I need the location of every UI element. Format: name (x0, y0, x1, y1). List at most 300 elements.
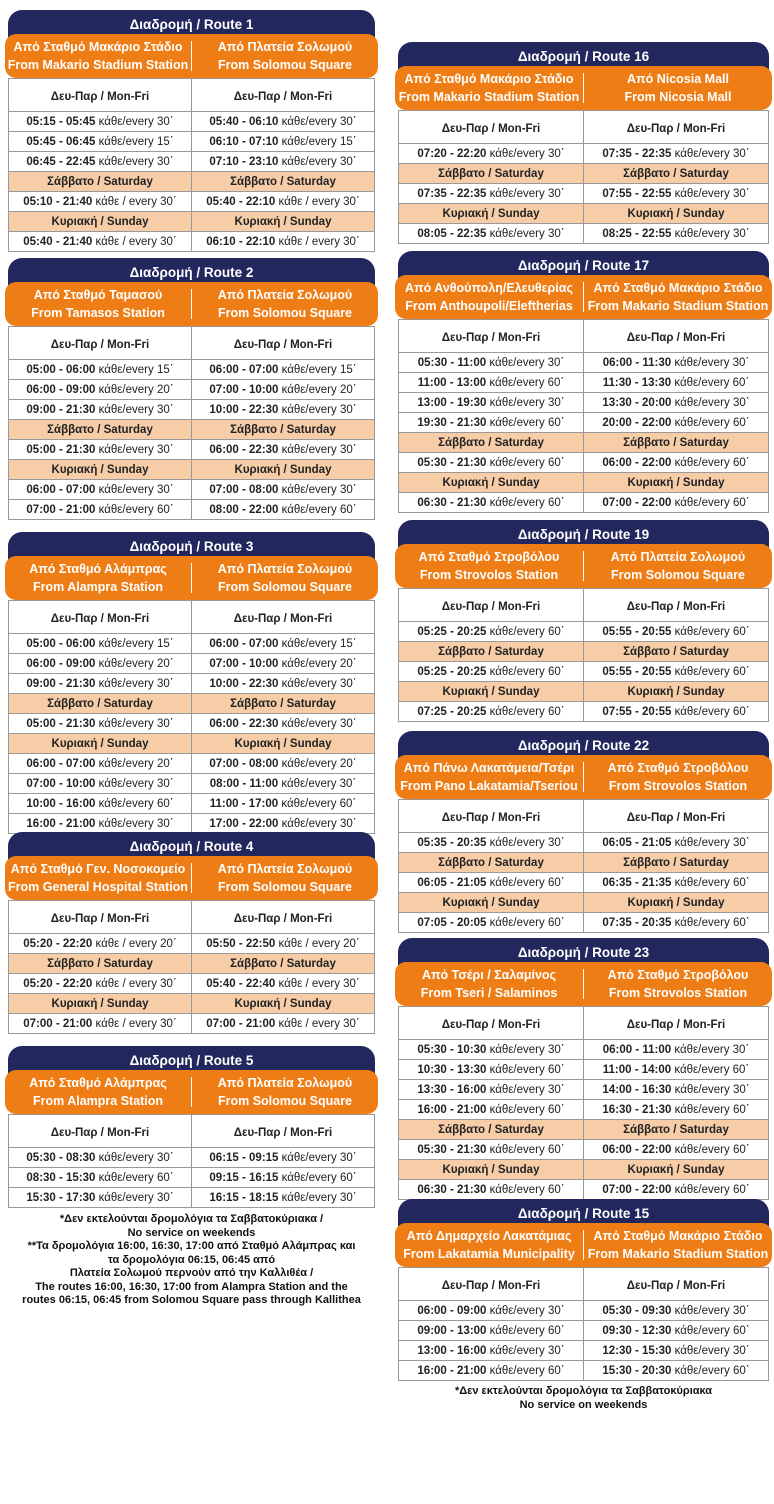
origin-english: From Makario Stadium Station (398, 90, 580, 104)
origin-greek: Από Πάνω Λακατάμεια/Τσέρι (403, 761, 575, 775)
direction-header (395, 755, 772, 799)
schedule-cell (399, 833, 584, 853)
time-range: 05:00 - 06:00 (26, 363, 96, 376)
time-range: 09:00 - 21:30 (26, 403, 96, 416)
frequency: κάθε / every 30΄ (95, 195, 177, 208)
frequency: κάθε/every 30΄ (489, 187, 565, 200)
origin-a-label (5, 1074, 191, 1110)
schedule-cell (399, 1361, 584, 1381)
frequency: κάθε/every 15΄ (98, 637, 174, 650)
day-header-row (9, 212, 375, 232)
time-range: 07:35 - 22:35 (417, 187, 487, 200)
time-range: 05:40 - 21:40 (23, 235, 93, 248)
schedule-cell (584, 393, 769, 413)
schedule-cell (399, 453, 584, 473)
route-title: Διαδρομή / Route 15 (398, 1199, 769, 1227)
frequency: κάθε/every 30΄ (98, 155, 174, 168)
day-label: Δευ-Παρ / Mon-Fri (9, 901, 192, 934)
day-label: Κυριακή / Sunday (584, 1160, 769, 1180)
origin-b-label (192, 1074, 378, 1110)
day-label: Κυριακή / Sunday (9, 734, 192, 754)
frequency: κάθε/every 30΄ (489, 1304, 565, 1317)
route-card (8, 1046, 375, 1208)
frequency: κάθε / every 20΄ (95, 937, 177, 950)
route-title: Διαδρομή / Route 17 (398, 251, 769, 279)
schedule-cell (192, 500, 375, 520)
day-label: Κυριακή / Sunday (9, 994, 192, 1014)
schedule-cell (584, 913, 769, 933)
schedule-cell (399, 1301, 584, 1321)
time-range: 05:00 - 21:30 (26, 717, 96, 730)
schedule-cell (9, 654, 192, 674)
day-label: Κυριακή / Sunday (9, 212, 192, 232)
direction-header (395, 544, 772, 588)
direction-header (5, 34, 378, 78)
time-row (399, 1341, 769, 1361)
schedule-cell (399, 144, 584, 164)
time-row (9, 974, 375, 994)
origin-a-label (5, 286, 191, 322)
schedule-cell (399, 702, 584, 722)
schedule-cell (584, 1361, 769, 1381)
origin-english: From Tseri / Salaminos (420, 986, 558, 1000)
frequency: κάθε/every 60΄ (489, 665, 565, 678)
direction-header (5, 856, 378, 900)
time-range: 10:00 - 16:00 (26, 797, 96, 810)
origin-b-label (192, 286, 378, 322)
time-range: 11:00 - 17:00 (209, 797, 279, 810)
origin-english: From Strovolos Station (419, 568, 559, 582)
frequency: κάθε/every 30΄ (281, 115, 357, 128)
frequency: κάθε/every 15΄ (281, 637, 357, 650)
time-range: 06:00 - 22:30 (209, 717, 279, 730)
origin-english: From Solomou Square (217, 880, 353, 894)
time-range: 07:20 - 22:20 (417, 147, 487, 160)
day-label: Κυριακή / Sunday (192, 994, 375, 1014)
schedule-cell (584, 184, 769, 204)
time-range: 06:15 - 09:15 (209, 1151, 279, 1164)
time-row (399, 1060, 769, 1080)
origin-greek: Από Σταθμό Μακάριο Στάδιο (593, 1229, 763, 1243)
schedule-table (8, 900, 375, 1034)
time-row (399, 662, 769, 682)
schedule-cell (9, 1014, 192, 1034)
day-label: Σάββατο / Saturday (399, 642, 584, 662)
day-label: Κυριακή / Sunday (399, 682, 584, 702)
route-card (398, 1199, 769, 1381)
schedule-cell (584, 702, 769, 722)
time-range: 07:00 - 22:00 (602, 1183, 672, 1196)
frequency: κάθε/every 30΄ (489, 836, 565, 849)
day-header-row (399, 1160, 769, 1180)
frequency: κάθε/every 30΄ (98, 1191, 174, 1204)
frequency: κάθε/every 30΄ (98, 483, 174, 496)
origin-english: From Strovolos Station (608, 986, 748, 1000)
day-label: Σάββατο / Saturday (399, 433, 584, 453)
time-row (9, 400, 375, 420)
origin-a-label (5, 560, 191, 596)
schedule-cell (192, 360, 375, 380)
time-range: 06:00 - 22:00 (602, 1143, 672, 1156)
time-range: 06:00 - 07:00 (26, 757, 96, 770)
frequency: κάθε/every 30΄ (674, 227, 750, 240)
frequency: κάθε/every 60΄ (489, 496, 565, 509)
frequency: κάθε/every 30΄ (281, 777, 357, 790)
time-range: 16:15 - 18:15 (209, 1191, 279, 1204)
origin-english: From Solomou Square (217, 580, 353, 594)
schedule-cell (9, 1148, 192, 1168)
schedule-cell (192, 714, 375, 734)
time-row (399, 1301, 769, 1321)
origin-a-label (5, 38, 191, 74)
origin-a-label (395, 70, 583, 106)
time-range: 05:30 - 08:30 (26, 1151, 96, 1164)
route-card (398, 42, 769, 244)
origin-greek: Από Σταθμό Στροβόλου (607, 968, 749, 982)
day-label: Σάββατο / Saturday (192, 694, 375, 714)
day-label: Κυριακή / Sunday (9, 460, 192, 480)
day-label: Κυριακή / Sunday (192, 460, 375, 480)
day-header-row (399, 111, 769, 144)
frequency: κάθε/every 30΄ (281, 1151, 357, 1164)
frequency: κάθε/every 20΄ (281, 383, 357, 396)
day-header-row (399, 800, 769, 833)
schedule-cell (9, 192, 192, 212)
schedule-cell (9, 774, 192, 794)
frequency: κάθε/every 30΄ (98, 677, 174, 690)
origin-b-label (584, 759, 772, 795)
time-range: 13:00 - 19:30 (417, 396, 487, 409)
time-row (9, 360, 375, 380)
day-label: Κυριακή / Sunday (399, 1160, 584, 1180)
schedule-cell (9, 634, 192, 654)
time-row (399, 1100, 769, 1120)
direction-header (395, 275, 772, 319)
frequency: κάθε/every 60΄ (674, 1364, 750, 1377)
time-range: 06:10 - 22:10 (206, 235, 276, 248)
schedule-cell (399, 622, 584, 642)
schedule-cell (584, 224, 769, 244)
frequency: κάθε/every 15΄ (281, 135, 357, 148)
route-card (8, 10, 375, 252)
origin-b-label (584, 279, 772, 315)
origin-english: From Makario Stadium Station (587, 299, 769, 313)
frequency: κάθε/every 30΄ (98, 115, 174, 128)
schedule-cell (9, 714, 192, 734)
frequency: κάθε/every 60΄ (674, 916, 750, 929)
day-header-row (9, 460, 375, 480)
origin-english: From Solomou Square (217, 306, 353, 320)
schedule-cell (584, 662, 769, 682)
day-header-row (9, 901, 375, 934)
schedule-cell (9, 500, 192, 520)
schedule-cell (192, 774, 375, 794)
time-range: 13:30 - 16:00 (417, 1083, 487, 1096)
route-title: Διαδρομή / Route 16 (398, 42, 769, 70)
day-label: Κυριακή / Sunday (584, 473, 769, 493)
frequency: κάθε/every 60΄ (674, 625, 750, 638)
day-label: Δευ-Παρ / Mon-Fri (584, 1268, 769, 1301)
frequency: κάθε/every 60΄ (281, 503, 357, 516)
schedule-cell (399, 662, 584, 682)
frequency: κάθε/every 60΄ (674, 1103, 750, 1116)
day-header-row (9, 601, 375, 634)
schedule-table (8, 600, 375, 834)
origin-a-label (395, 548, 583, 584)
time-range: 08:05 - 22:35 (417, 227, 487, 240)
route-title: Διαδρομή / Route 23 (398, 938, 769, 966)
schedule-cell (584, 873, 769, 893)
frequency: κάθε/every 30΄ (674, 187, 750, 200)
frequency: κάθε/every 30΄ (489, 356, 565, 369)
schedule-cell (584, 373, 769, 393)
time-range: 06:00 - 09:00 (26, 657, 96, 670)
route-title: Διαδρομή / Route 5 (8, 1046, 375, 1074)
time-range: 06:00 - 07:00 (209, 637, 279, 650)
frequency: κάθε/every 60΄ (674, 1063, 750, 1076)
day-label: Δευ-Παρ / Mon-Fri (9, 601, 192, 634)
time-row (399, 702, 769, 722)
time-row (9, 112, 375, 132)
schedule-cell (399, 1060, 584, 1080)
direction-header (395, 66, 772, 110)
frequency: κάθε/every 30΄ (98, 717, 174, 730)
time-row (399, 1040, 769, 1060)
time-range: 10:00 - 22:30 (209, 403, 279, 416)
schedule-cell (192, 674, 375, 694)
frequency: κάθε/every 60΄ (489, 1103, 565, 1116)
time-range: 07:00 - 08:00 (209, 757, 279, 770)
time-row (9, 500, 375, 520)
origin-english: From Alampra Station (32, 580, 164, 594)
day-label: Δευ-Παρ / Mon-Fri (584, 1007, 769, 1040)
schedule-table (8, 326, 375, 520)
time-range: 07:00 - 10:00 (209, 657, 279, 670)
time-range: 06:00 - 09:00 (417, 1304, 487, 1317)
schedule-cell (9, 132, 192, 152)
schedule-cell (584, 622, 769, 642)
frequency: κάθε / every 30΄ (278, 235, 360, 248)
day-label: Κυριακή / Sunday (584, 893, 769, 913)
frequency: κάθε / every 30΄ (95, 977, 177, 990)
time-range: 05:20 - 22:20 (23, 937, 93, 950)
day-header-row (399, 433, 769, 453)
time-range: 19:30 - 21:30 (417, 416, 487, 429)
day-header-row (9, 994, 375, 1014)
time-range: 14:00 - 16:30 (602, 1083, 672, 1096)
schedule-cell (192, 132, 375, 152)
schedule-cell (192, 440, 375, 460)
frequency: κάθε / every 30΄ (95, 235, 177, 248)
schedule-cell (584, 1341, 769, 1361)
schedule-cell (9, 794, 192, 814)
origin-greek: Από Σταθμό Αλάμπρας (29, 1076, 167, 1090)
origin-greek: Από Δημαρχείο Λακατάμιας (406, 1229, 572, 1243)
frequency: κάθε/every 60΄ (281, 797, 357, 810)
schedule-cell (9, 232, 192, 252)
route-card (8, 832, 375, 1034)
time-row (399, 184, 769, 204)
frequency: κάθε/every 30΄ (281, 483, 357, 496)
time-row (9, 132, 375, 152)
time-range: 05:00 - 06:00 (26, 637, 96, 650)
origin-b-label (192, 560, 378, 596)
origin-greek: Από Σταθμό Στροβόλου (607, 761, 749, 775)
route-title: Διαδρομή / Route 22 (398, 731, 769, 759)
time-row (9, 480, 375, 500)
time-range: 09:30 - 12:30 (602, 1324, 672, 1337)
day-label: Δευ-Παρ / Mon-Fri (9, 1115, 192, 1148)
day-label: Κυριακή / Sunday (192, 212, 375, 232)
schedule-cell (9, 934, 192, 954)
origin-english: From Makario Stadium Station (587, 1247, 769, 1261)
time-range: 11:30 - 13:30 (602, 376, 672, 389)
frequency: κάθε/every 60΄ (489, 416, 565, 429)
schedule-table (398, 319, 769, 513)
day-label: Δευ-Παρ / Mon-Fri (399, 1268, 584, 1301)
schedule-cell (584, 353, 769, 373)
origin-greek: Από Σταθμό Μακάριο Στάδιο (593, 281, 763, 295)
schedule-cell (9, 1188, 192, 1208)
day-label: Σάββατο / Saturday (192, 420, 375, 440)
time-range: 05:00 - 21:30 (26, 443, 96, 456)
frequency: κάθε/every 60΄ (489, 625, 565, 638)
schedule-cell (399, 1140, 584, 1160)
schedule-cell (399, 373, 584, 393)
schedule-cell (584, 413, 769, 433)
schedule-cell (399, 493, 584, 513)
frequency: κάθε/every 60΄ (489, 1063, 565, 1076)
origin-a-label (395, 759, 583, 795)
time-range: 08:00 - 22:00 (209, 503, 279, 516)
schedule-cell (584, 1100, 769, 1120)
time-row (9, 440, 375, 460)
schedule-cell (584, 1040, 769, 1060)
time-range: 06:00 - 22:30 (209, 443, 279, 456)
frequency: κάθε/every 30΄ (674, 1043, 750, 1056)
day-label: Δευ-Παρ / Mon-Fri (399, 589, 584, 622)
origin-b-label (192, 38, 378, 74)
time-row (9, 152, 375, 172)
time-range: 16:00 - 21:00 (26, 817, 96, 830)
schedule-cell (9, 974, 192, 994)
frequency: κάθε/every 60΄ (674, 496, 750, 509)
time-range: 05:30 - 10:30 (417, 1043, 487, 1056)
day-header-row (399, 1120, 769, 1140)
time-range: 06:00 - 07:00 (26, 483, 96, 496)
time-range: 07:35 - 20:35 (602, 916, 672, 929)
direction-header (395, 1223, 772, 1267)
schedule-cell (192, 480, 375, 500)
route-title: Διαδρομή / Route 3 (8, 532, 375, 560)
frequency: κάθε/every 30΄ (281, 717, 357, 730)
origin-greek: Από Nicosia Mall (627, 72, 729, 86)
footnote-line: τα δρομολόγια 06:15, 06:45 από (107, 1253, 276, 1266)
origin-greek: Από Πλατεία Σολωμού (217, 862, 353, 876)
schedule-cell (584, 144, 769, 164)
frequency: κάθε/every 30΄ (489, 227, 565, 240)
day-label: Δευ-Παρ / Mon-Fri (192, 901, 375, 934)
time-range: 09:15 - 16:15 (209, 1171, 279, 1184)
schedule-table (8, 78, 375, 252)
frequency: κάθε / every 30΄ (278, 1017, 360, 1030)
frequency: κάθε/every 30΄ (489, 1043, 565, 1056)
frequency: κάθε/every 20΄ (98, 383, 174, 396)
schedule-cell (399, 184, 584, 204)
direction-header (5, 1070, 378, 1114)
schedule-cell (192, 192, 375, 212)
origin-greek: Από Ανθούπολη/Ελευθερίας (405, 281, 573, 295)
day-label: Δευ-Παρ / Mon-Fri (399, 800, 584, 833)
time-row (9, 654, 375, 674)
schedule-cell (9, 674, 192, 694)
day-header-row (9, 734, 375, 754)
frequency: κάθε / every 30΄ (278, 977, 360, 990)
day-label: Σάββατο / Saturday (399, 853, 584, 873)
day-header-row (399, 893, 769, 913)
time-row (9, 774, 375, 794)
direction-header (5, 556, 378, 600)
route15-footnote (398, 1385, 769, 1412)
day-header-row (399, 320, 769, 353)
time-range: 17:00 - 22:00 (209, 817, 279, 830)
frequency: κάθε/every 60΄ (489, 916, 565, 929)
schedule-cell (9, 440, 192, 460)
origin-greek: Από Τσέρι / Σαλαμίνος (421, 968, 557, 982)
time-range: 05:30 - 11:00 (417, 356, 487, 369)
time-range: 07:00 - 10:00 (209, 383, 279, 396)
day-header-row (399, 682, 769, 702)
origin-english: From Makario Stadium Station (7, 58, 189, 72)
time-range: 07:00 - 08:00 (209, 483, 279, 496)
time-range: 13:00 - 16:00 (417, 1344, 487, 1357)
frequency: κάθε/every 20΄ (281, 657, 357, 670)
frequency: κάθε/every 60΄ (281, 1171, 357, 1184)
frequency: κάθε/every 60΄ (674, 456, 750, 469)
day-label: Δευ-Παρ / Mon-Fri (399, 111, 584, 144)
origin-greek: Από Πλατεία Σολωμού (217, 562, 353, 576)
time-row (9, 814, 375, 834)
time-row (9, 232, 375, 252)
frequency: κάθε/every 30΄ (489, 396, 565, 409)
frequency: κάθε/every 15΄ (281, 363, 357, 376)
time-range: 05:55 - 20:55 (602, 625, 672, 638)
time-row (399, 493, 769, 513)
schedule-cell (399, 1180, 584, 1200)
frequency: κάθε/every 60΄ (674, 705, 750, 718)
frequency: κάθε/every 30΄ (281, 817, 357, 830)
frequency: κάθε/every 60΄ (98, 1171, 174, 1184)
time-range: 06:30 - 21:30 (417, 1183, 487, 1196)
frequency: κάθε/every 60΄ (489, 705, 565, 718)
schedule-cell (584, 1140, 769, 1160)
time-range: 05:30 - 09:30 (602, 1304, 672, 1317)
schedule-cell (584, 1180, 769, 1200)
time-range: 08:30 - 15:30 (26, 1171, 96, 1184)
frequency: κάθε/every 30΄ (98, 777, 174, 790)
frequency: κάθε/every 60΄ (674, 876, 750, 889)
schedule-cell (9, 380, 192, 400)
footnote-line: No service on weekends (127, 1226, 256, 1239)
time-row (399, 833, 769, 853)
time-row (399, 622, 769, 642)
time-row (399, 373, 769, 393)
time-row (399, 413, 769, 433)
time-row (399, 224, 769, 244)
origin-greek: Από Πλατεία Σολωμού (217, 288, 353, 302)
frequency: κάθε/every 30΄ (98, 817, 174, 830)
time-row (9, 934, 375, 954)
